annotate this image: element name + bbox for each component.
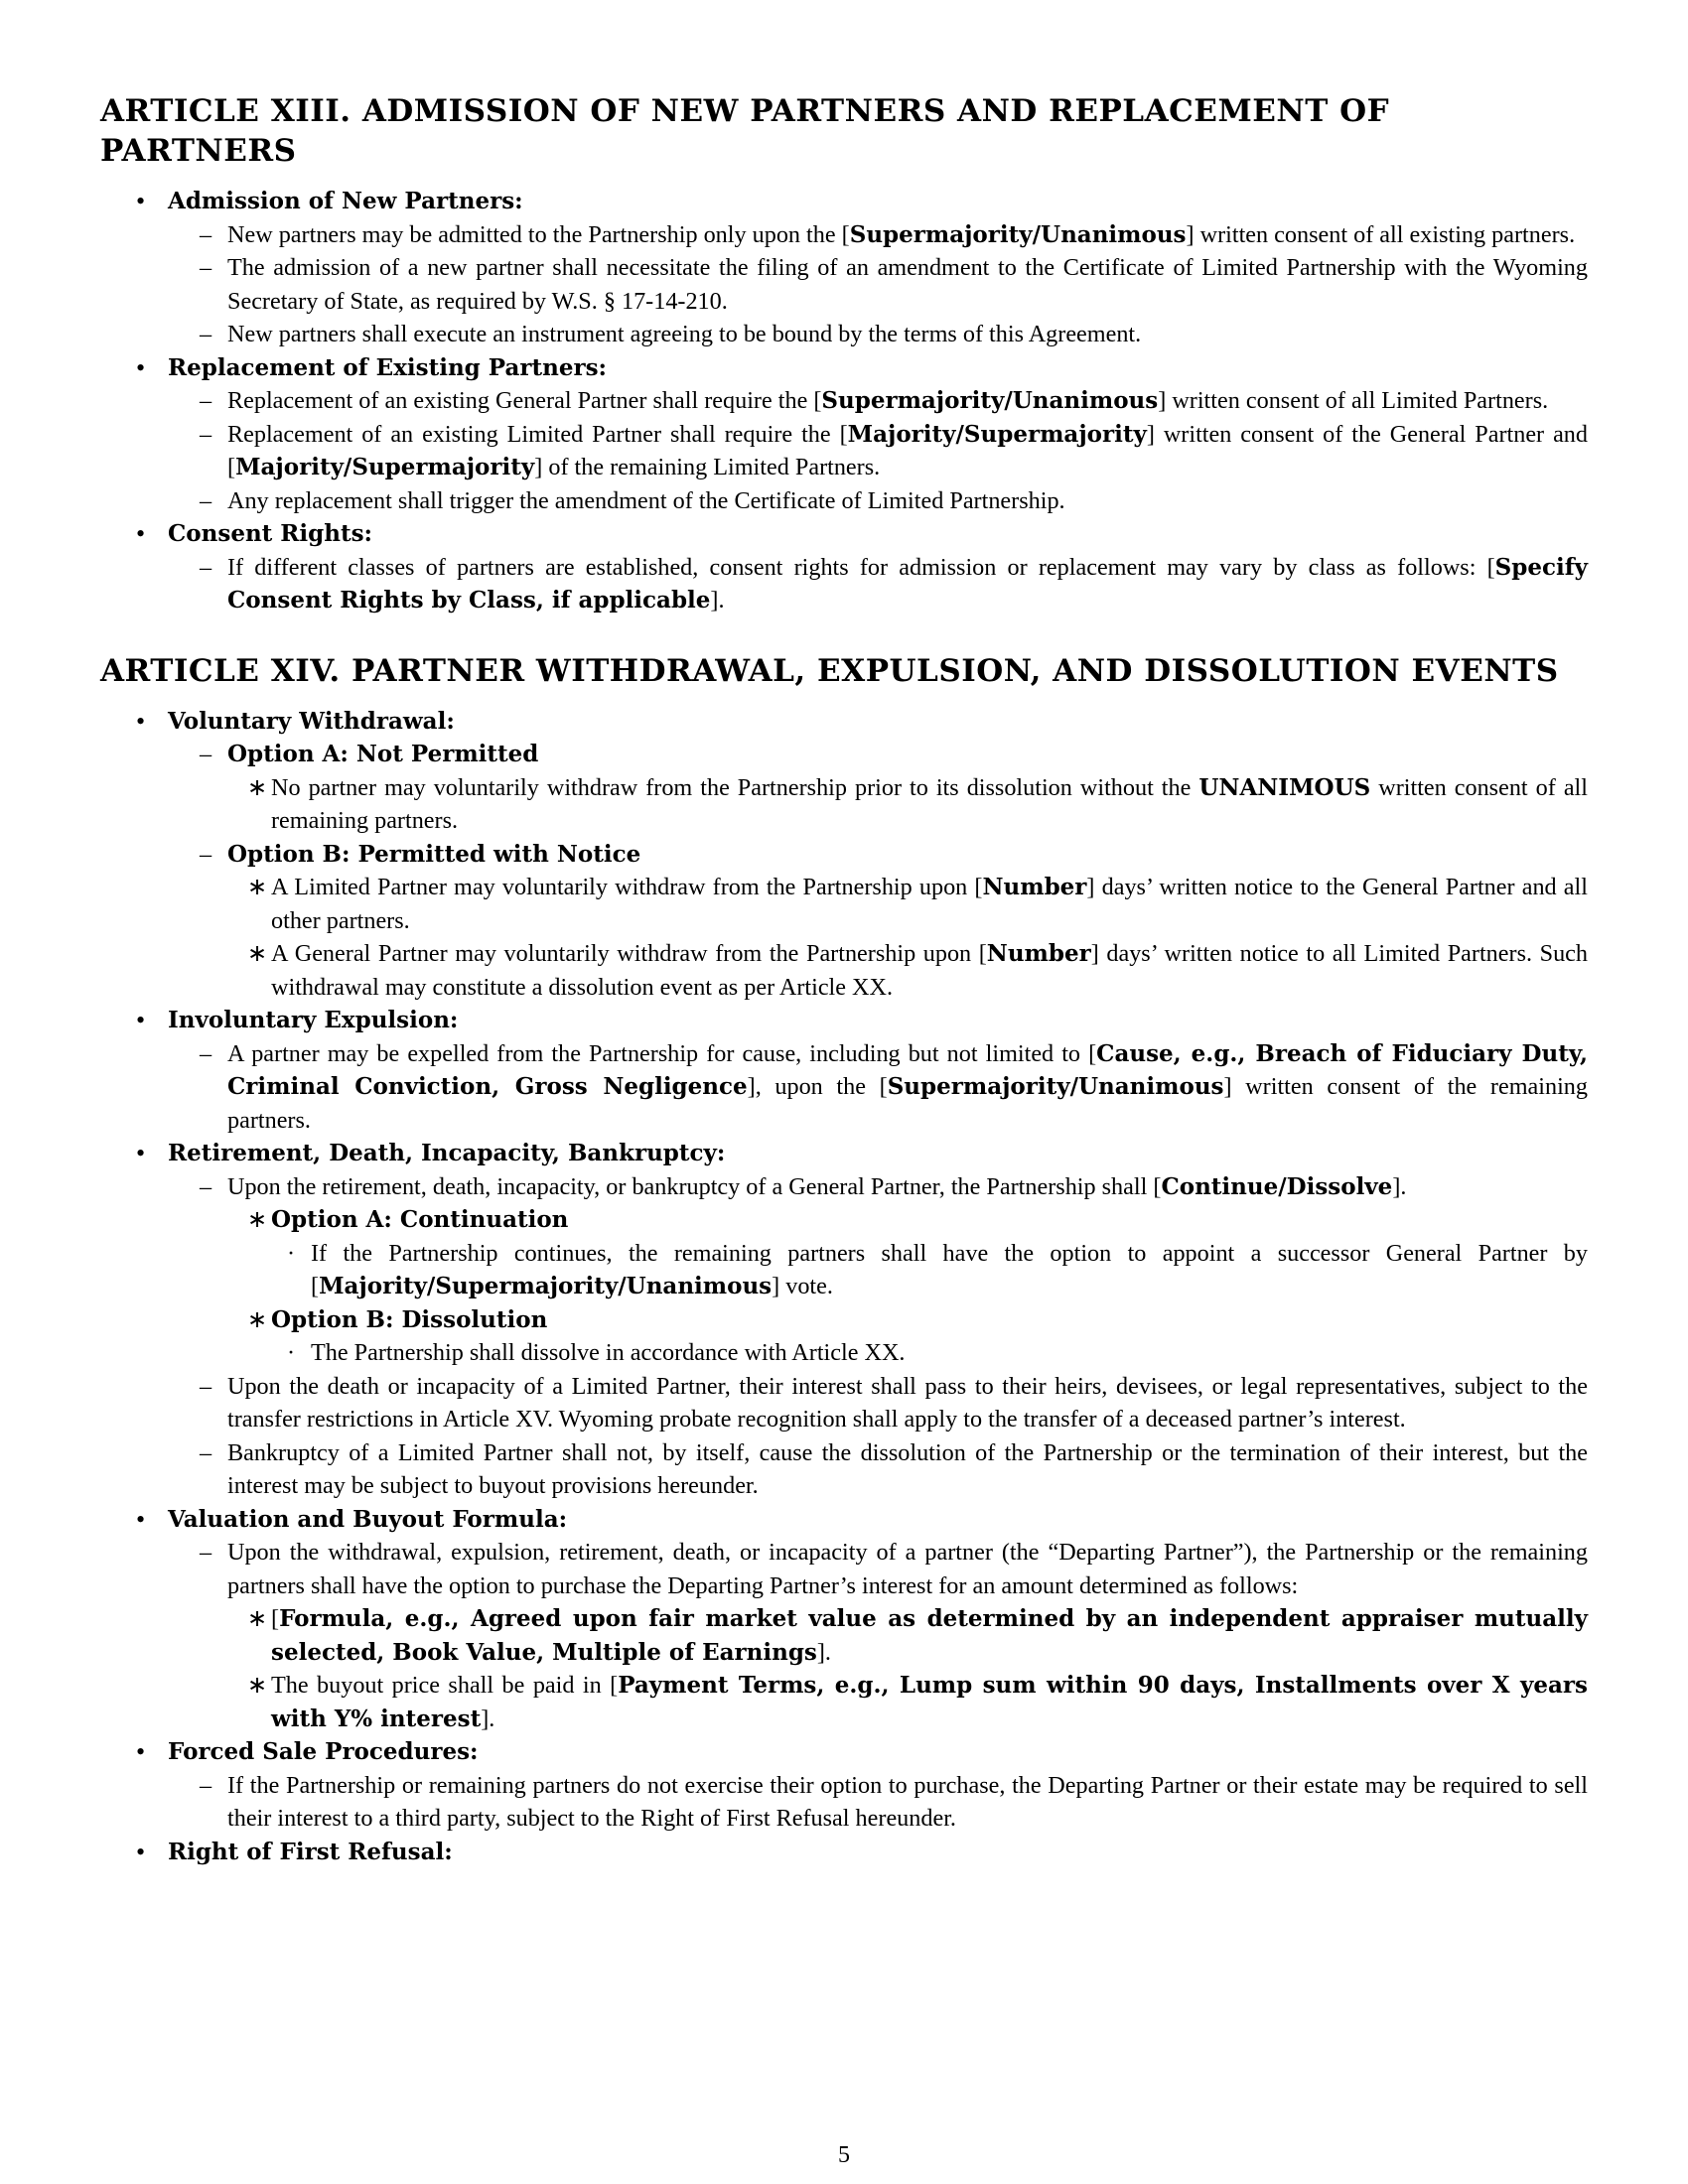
list-item: ∗ No partner may voluntarily withdraw from the Partnership prior to its dissolution without the UNANIMOUS written consent of all remaining partners. (219, 771, 1588, 838)
list-item: · The Partnership shall dissolve in accordance with Article XX. (265, 1336, 1588, 1370)
section-label: Valuation and Buyout Formula: (168, 1505, 568, 1533)
sub-list (168, 551, 1588, 617)
list-item: – The admission of a new partner shall necessitate the filing of an amendment to the Certificate of Limited Partnership with the Wyoming Secretary of State, as required by W.S. § 17-14-210. (168, 251, 1588, 318)
list-item (100, 185, 1588, 351)
list-item (100, 351, 1588, 518)
list-item (100, 517, 1588, 617)
article-14-heading: ARTICLE XIV. PARTNER WITHDRAWAL, EXPULSION, AND DISSOLUTION EVENTS (100, 652, 1559, 689)
article-13-heading: ARTICLE XIII. ADMISSION OF NEW PARTNERS AND REPLACEMENT OF PARTNERS (100, 93, 1390, 169)
list-item: – Bankruptcy of a Limited Partner shall not, by itself, cause the dissolution of the Partnership or the termination of their interest, but the interest may be subject to buyout provisions hereunder. (168, 1436, 1588, 1503)
page-number: 5 (838, 2142, 850, 2168)
section-label: Consent Rights: (168, 520, 373, 547)
list-item: – Upon the death or incapacity of a Limited Partner, their interest shall pass to their heirs, devisees, or legal representatives, subject to the transfer restrictions in Article XV. Wyoming probate recognition shall apply to the transfer of a deceased partner’s interest. (168, 1370, 1588, 1436)
list-item: – Option A: Not Permitted ∗ No partner may voluntarily withdraw from the Partnership prior to its dissolution without the UNANIMOUS written consent of all remaining partners. (168, 738, 1588, 838)
sub-sub-sub-list (265, 1237, 1588, 1303)
article-13-list (100, 185, 1588, 617)
list-item: ∗ Option A: Continuation · If the Partnership continues, the remaining partners shall have the option to appoint a successor General Partner by [Majority/Supermajority/Unanimous] vote. (219, 1203, 1588, 1303)
list-item (100, 1004, 1588, 1137)
list-item: – Replacement of an existing General Partner shall require the [Supermajority/Unanimous] written consent of all Limited Partners. (168, 384, 1588, 418)
list-item: – Any replacement shall trigger the amendment of the Certificate of Limited Partnership. (168, 484, 1588, 518)
list-item: – Upon the retirement, death, incapacity, or bankruptcy of a General Partner, the Partnership shall [Continue/Dissolve]. ∗ Option A: Continuation · If the Partnership continues, the remaining partners shall have the option to appoint a successor General Partner by [Majority/Supermajority/Unanimous] vote. ∗ Option B: Dissolution · The Partnership shall dissolve in accordance with Article XX. (168, 1170, 1588, 1370)
section-label: Involuntary Expulsion: (168, 1007, 459, 1033)
list-item: – New partners shall execute an instrument agreeing to be bound by the terms of this Agreement. (168, 318, 1588, 351)
sub-list (168, 384, 1588, 517)
list-item (100, 705, 1588, 1005)
list-item: ∗ Option B: Dissolution · The Partnership shall dissolve in accordance with Article XX. (219, 1303, 1588, 1370)
document-page (100, 91, 1588, 1868)
list-item: – New partners may be admitted to the Partnership only upon the [Supermajority/Unanimous] written consent of all existing partners. (168, 218, 1588, 252)
list-item: ∗ A General Partner may voluntarily withdraw from the Partnership upon [Number] days’ written notice to all Limited Partners. Such withdrawal may constitute a dissolution event as per Article XX. (219, 937, 1588, 1004)
section-label: Forced Sale Procedures: (168, 1738, 479, 1765)
sub-list (168, 218, 1588, 351)
sub-list (168, 1170, 1588, 1503)
list-item: ∗ The buyout price shall be paid in [Payment Terms, e.g., Lump sum within 90 days, Installments over X years with Y% interest]. (219, 1669, 1588, 1735)
list-item (100, 1503, 1588, 1736)
sub-sub-sub-list (265, 1336, 1588, 1370)
section-label: Retirement, Death, Incapacity, Bankruptcy: (168, 1140, 726, 1166)
list-item: ∗ A Limited Partner may voluntarily withdraw from the Partnership upon [Number] days’ written notice to the General Partner and all other partners. (219, 871, 1588, 937)
list-item: ∗ [Formula, e.g., Agreed upon fair market value as determined by an independent appraiser mutually selected, Book Value, Multiple of Earnings]. (219, 1602, 1588, 1669)
list-item: – If different classes of partners are established, consent rights for admission or replacement may vary by class as follows: [Specify Consent Rights by Class, if applicable]. (168, 551, 1588, 617)
list-item: – Option B: Permitted with Notice ∗ A Limited Partner may voluntarily withdraw from the Partnership upon [Number] days’ written notice to the General Partner and all other partners. ∗ A General Partner may voluntarily withdraw from the Partnership upon [Number] days’ written notice to all Limited Partners. Such withdrawal may constitute a dissolution event as per Article XX. (168, 838, 1588, 1005)
sub-list (168, 1037, 1588, 1138)
list-item: – Replacement of an existing Limited Partner shall require the [Majority/Supermajority] written consent of the General Partner and [Majority/Supermajority] of the remaining Limited Partners. (168, 418, 1588, 484)
list-item: – Upon the withdrawal, expulsion, retirement, death, or incapacity of a partner (the “Departing Partner”), the Partnership or the remaining partners shall have the option to purchase the Departing Partner’s interest for an amount determined as follows: ∗ [Formula, e.g., Agreed upon fair market value as determined by an independent appraiser mutually selected, Book Value, Multiple of Earnings]. ∗ The buyout price shall be paid in [Payment Terms, e.g., Lump sum within 90 days, Installments over X years with Y% interest]. (168, 1536, 1588, 1735)
section-label: Replacement of Existing Partners: (168, 353, 608, 381)
list-item: – A partner may be expelled from the Partnership for cause, including but not limited to [Cause, e.g., Breach of Fiduciary Duty, Criminal Conviction, Gross Negligence], upon the [Supermajority/Unanimous] written consent of the remaining partners. (168, 1037, 1588, 1138)
sub-sub-list (219, 871, 1588, 1004)
list-item (100, 1836, 1588, 1869)
sub-list (168, 1769, 1588, 1836)
list-item: – If the Partnership or remaining partners do not exercise their option to purchase, the Departing Partner or their estate may be required to sell their interest to a third party, subject to the Right of First Refusal hereunder. (168, 1769, 1588, 1836)
sub-sub-list (219, 1602, 1588, 1735)
sub-sub-list (219, 771, 1588, 838)
section-label: Voluntary Withdrawal: (168, 707, 455, 735)
sub-list (168, 1536, 1588, 1735)
article-14-list (100, 705, 1588, 1869)
list-item (100, 1137, 1588, 1503)
sub-sub-list (219, 1203, 1588, 1370)
list-item: · If the Partnership continues, the remaining partners shall have the option to appoint a successor General Partner by [Majority/Supermajority/Unanimous] vote. (265, 1237, 1588, 1303)
sub-list (168, 738, 1588, 1004)
section-label: Admission of New Partners: (168, 188, 523, 214)
section-label: Right of First Refusal: (168, 1838, 453, 1865)
list-item (100, 1735, 1588, 1836)
